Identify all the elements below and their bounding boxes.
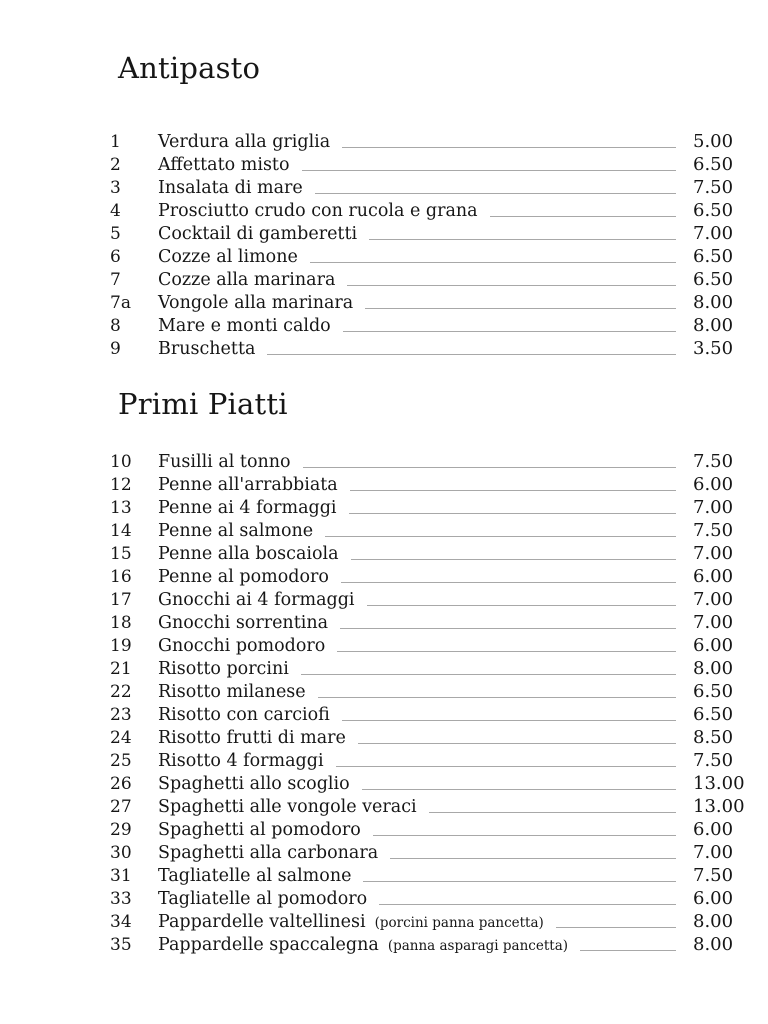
- item-number: 25: [110, 751, 132, 771]
- menu-item-row: [110, 864, 768, 887]
- item-note: (porcini panna pancetta): [374, 915, 544, 931]
- item-price: 7.00: [693, 612, 734, 633]
- menu-item-row: [110, 910, 768, 933]
- item-name: Risotto 4 formaggi: [158, 751, 324, 771]
- leader-line: [363, 881, 676, 882]
- menu-item-row: [110, 153, 768, 176]
- item-number: 27: [110, 797, 132, 817]
- menu-item-row: [110, 176, 768, 199]
- item-number: 34: [110, 912, 132, 932]
- leader-line: [337, 651, 676, 652]
- item-price: 6.00: [693, 474, 734, 495]
- menu-item-row: [110, 841, 768, 864]
- item-name: Gnocchi sorrentina: [158, 613, 329, 633]
- leader-line: [302, 170, 677, 171]
- menu-item-row: [110, 588, 768, 611]
- menu-item-row: [110, 933, 768, 956]
- menu-item-row: [110, 795, 768, 818]
- item-name: Fusilli al tonno: [158, 452, 291, 472]
- item-price: 6.00: [693, 819, 734, 840]
- item-name: Verdura alla griglia: [158, 132, 331, 152]
- item-name: Penne ai 4 formaggi: [158, 498, 337, 518]
- item-price: 7.50: [693, 177, 734, 198]
- item-price: 7.00: [693, 842, 734, 863]
- leader-line: [365, 308, 676, 309]
- leader-line: [310, 262, 676, 263]
- item-name: Risotto porcini: [158, 659, 289, 679]
- item-price: 5.00: [693, 131, 734, 152]
- item-number: 23: [110, 705, 132, 725]
- leader-line: [390, 858, 676, 859]
- menu-section: [110, 50, 768, 360]
- leader-line: [349, 513, 676, 514]
- menu-item-row: [110, 291, 768, 314]
- item-price: 6.50: [693, 681, 734, 702]
- section-items: [110, 450, 768, 956]
- item-number: 21: [110, 659, 132, 679]
- item-price: 6.00: [693, 566, 734, 587]
- item-number: 12: [110, 475, 132, 495]
- item-name: Pappardelle valtellinesi: [158, 912, 366, 932]
- item-number: 26: [110, 774, 132, 794]
- leader-line: [490, 216, 676, 217]
- item-name: Spaghetti al pomodoro: [158, 820, 361, 840]
- item-number: 15: [110, 544, 132, 564]
- item-number: 1: [110, 132, 121, 152]
- item-name: Tagliatelle al pomodoro: [158, 889, 368, 909]
- leader-line: [315, 193, 676, 194]
- menu-item-row: [110, 245, 768, 268]
- item-number: 8: [110, 316, 121, 336]
- leader-line: [341, 582, 676, 583]
- item-price: 7.50: [693, 750, 734, 771]
- menu-item-row: [110, 130, 768, 153]
- menu-item-row: [110, 611, 768, 634]
- item-number: 18: [110, 613, 132, 633]
- item-name: Spaghetti alle vongole veraci: [158, 797, 417, 817]
- item-name: Spaghetti allo scoglio: [158, 774, 350, 794]
- item-number: 6: [110, 247, 121, 267]
- leader-line: [318, 697, 676, 698]
- menu-item-row: [110, 657, 768, 680]
- item-price: 7.00: [693, 589, 734, 610]
- leader-line: [429, 812, 676, 813]
- item-price: 7.50: [693, 451, 734, 472]
- section-items: [110, 130, 768, 360]
- item-name: Cocktail di gamberetti: [158, 224, 358, 244]
- item-name: Bruschetta: [158, 339, 256, 359]
- menu-item-row: [110, 749, 768, 772]
- leader-line: [580, 950, 676, 951]
- leader-line: [367, 605, 676, 606]
- section-title: Primi Piatti: [118, 387, 288, 421]
- item-price: 8.50: [693, 727, 734, 748]
- item-name: Cozze al limone: [158, 247, 298, 267]
- leader-line: [379, 904, 676, 905]
- menu-item-row: [110, 496, 768, 519]
- item-note: (panna asparagi pancetta): [387, 938, 569, 954]
- section-title: Antipasto: [118, 51, 261, 85]
- leader-line: [301, 674, 676, 675]
- item-price: 6.00: [693, 635, 734, 656]
- menu-item-row: [110, 634, 768, 657]
- menu-item-row: [110, 450, 768, 473]
- menu-item-row: [110, 314, 768, 337]
- item-name: Mare e monti caldo: [158, 316, 331, 336]
- leader-line: [351, 559, 676, 560]
- item-name: Prosciutto crudo con rucola e grana: [158, 201, 478, 221]
- item-number: 30: [110, 843, 132, 863]
- item-name: Risotto con carciofi: [158, 705, 330, 725]
- item-name: Insalata di mare: [158, 178, 303, 198]
- menu-item-row: [110, 222, 768, 245]
- menu-item-row: [110, 726, 768, 749]
- item-price: 8.00: [693, 911, 734, 932]
- leader-line: [362, 789, 676, 790]
- menu-item-row: [110, 473, 768, 496]
- leader-line: [303, 467, 676, 468]
- item-price: 6.50: [693, 154, 734, 175]
- item-number: 19: [110, 636, 132, 656]
- leader-line: [340, 628, 676, 629]
- item-number: 16: [110, 567, 132, 587]
- item-name: Gnocchi pomodoro: [158, 636, 326, 656]
- item-number: 14: [110, 521, 132, 541]
- menu-item-row: [110, 565, 768, 588]
- leader-line: [358, 743, 676, 744]
- item-price: 8.00: [693, 315, 734, 336]
- menu-item-row: [110, 337, 768, 360]
- item-price: 8.00: [693, 934, 734, 955]
- menu-item-row: [110, 519, 768, 542]
- item-name: Vongole alla marinara: [158, 293, 354, 313]
- item-name: Pappardelle spaccalegna: [158, 935, 379, 955]
- item-name: Penne al salmone: [158, 521, 314, 541]
- menu-item-row: [110, 772, 768, 795]
- item-number: 3: [110, 178, 121, 198]
- menu-item-row: [110, 268, 768, 291]
- item-number: 13: [110, 498, 132, 518]
- menu-item-row: [110, 703, 768, 726]
- leader-line: [342, 147, 676, 148]
- menu-item-row: [110, 199, 768, 222]
- leader-line: [347, 285, 676, 286]
- menu-item-row: [110, 887, 768, 910]
- menu-sections: [110, 50, 768, 956]
- menu-section: [110, 386, 768, 956]
- menu-item-row: [110, 542, 768, 565]
- leader-line: [325, 536, 676, 537]
- item-price: 6.50: [693, 200, 734, 221]
- item-price: 6.50: [693, 704, 734, 725]
- leader-line: [342, 720, 676, 721]
- item-price: 7.50: [693, 520, 734, 541]
- item-price: 6.50: [693, 269, 734, 290]
- item-name: Spaghetti alla carbonara: [158, 843, 379, 863]
- item-name: Tagliatelle al salmone: [158, 866, 352, 886]
- item-number: 29: [110, 820, 132, 840]
- item-price: 13.00: [693, 796, 745, 817]
- item-price: 6.50: [693, 246, 734, 267]
- item-number: 35: [110, 935, 132, 955]
- item-number: 10: [110, 452, 132, 472]
- leader-line: [336, 766, 676, 767]
- item-price: 6.00: [693, 888, 734, 909]
- item-name: Penne alla boscaiola: [158, 544, 339, 564]
- menu-item-row: [110, 818, 768, 841]
- leader-line: [350, 490, 676, 491]
- item-number: 9: [110, 339, 121, 359]
- item-number: 17: [110, 590, 132, 610]
- leader-line: [373, 835, 676, 836]
- item-name: Penne all'arrabbiata: [158, 475, 338, 495]
- item-number: 7: [110, 270, 121, 290]
- item-price: 7.00: [693, 223, 734, 244]
- item-price: 7.50: [693, 865, 734, 886]
- leader-line: [369, 239, 676, 240]
- item-number: 2: [110, 155, 121, 175]
- item-number: 22: [110, 682, 132, 702]
- item-price: 8.00: [693, 658, 734, 679]
- item-price: 7.00: [693, 543, 734, 564]
- item-price: 8.00: [693, 292, 734, 313]
- item-number: 24: [110, 728, 132, 748]
- item-number: 33: [110, 889, 132, 909]
- item-name: Penne al pomodoro: [158, 567, 329, 587]
- item-number: 5: [110, 224, 121, 244]
- item-number: 31: [110, 866, 132, 886]
- item-number: 4: [110, 201, 121, 221]
- menu-item-row: [110, 680, 768, 703]
- leader-line: [343, 331, 676, 332]
- item-price: 7.00: [693, 497, 734, 518]
- item-number: 7a: [110, 293, 131, 313]
- leader-line: [267, 354, 676, 355]
- item-name: Gnocchi ai 4 formaggi: [158, 590, 355, 610]
- item-name: Risotto frutti di mare: [158, 728, 346, 748]
- leader-line: [556, 927, 676, 928]
- item-name: Affettato misto: [158, 155, 290, 175]
- item-price: 13.00: [693, 773, 745, 794]
- item-price: 3.50: [693, 338, 734, 359]
- item-name: Cozze alla marinara: [158, 270, 336, 290]
- item-name: Risotto milanese: [158, 682, 306, 702]
